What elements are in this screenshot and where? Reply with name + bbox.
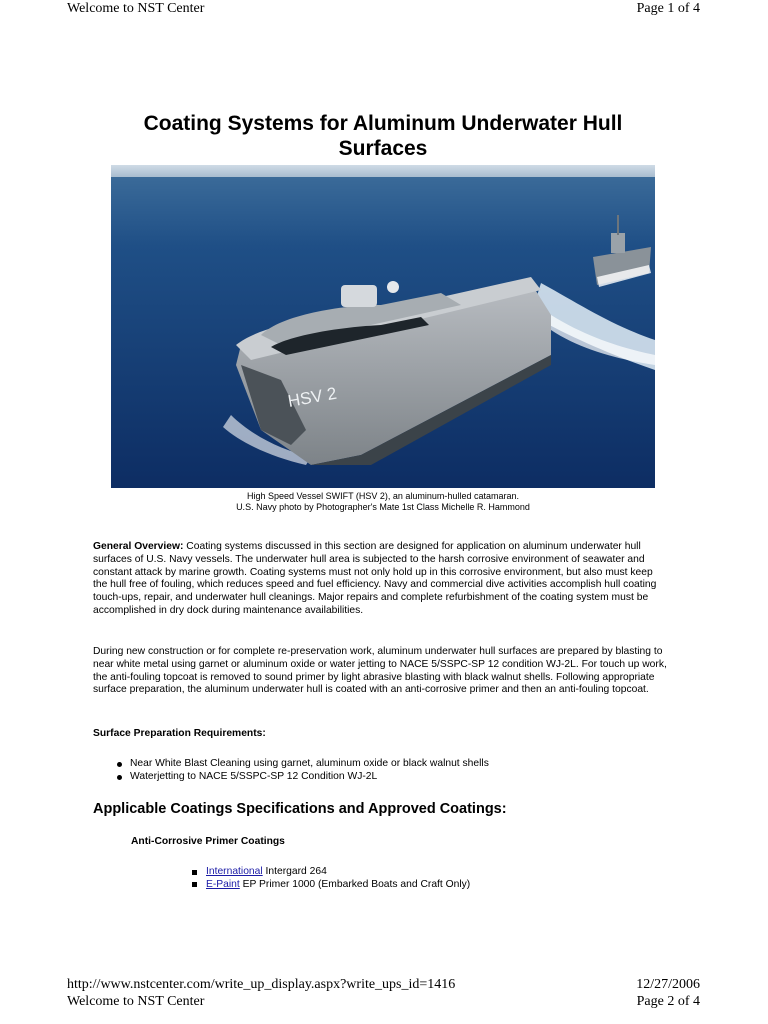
general-overview-label: General Overview:	[93, 541, 184, 552]
specifications-heading: Applicable Coatings Specifications and Approved Coatings:	[93, 801, 507, 817]
list-item	[191, 879, 470, 892]
general-overview-paragraph	[93, 541, 668, 618]
primer-coatings-list	[191, 866, 470, 891]
primer-coatings-heading: Anti-Corrosive Primer Coatings	[131, 836, 285, 847]
next-page-header-title: Welcome to NST Center	[67, 994, 205, 1009]
coating-name: Intergard 264	[262, 866, 327, 877]
hull-marking: HSV 2	[286, 383, 339, 411]
page-header-page-number: Page 1 of 4	[636, 1, 700, 16]
list-item: Near White Blast Cleaning using garnet, aluminum oxide or black walnut shells	[115, 758, 489, 771]
surface-prep-list	[115, 758, 489, 783]
list-item	[191, 866, 470, 879]
footer-url: http://www.nstcenter.com/write_up_display.aspx?write_ups_id=1416	[67, 977, 456, 992]
page-header-title: Welcome to NST Center	[67, 1, 205, 16]
e-paint-link[interactable]: E-Paint	[206, 878, 240, 890]
caption-line-1: High Speed Vessel SWIFT (HSV 2), an aluminum-hulled catamaran.	[247, 491, 519, 501]
next-page-number: Page 2 of 4	[636, 994, 700, 1009]
list-item: Waterjetting to NACE 5/SSPC-SP 12 Condition WJ-2L	[115, 771, 489, 784]
surface-prep-heading: Surface Preparation Requirements:	[93, 728, 266, 739]
photo-caption	[111, 491, 655, 513]
footer-date: 12/27/2006	[636, 977, 700, 992]
international-link[interactable]: International	[206, 866, 263, 877]
document-title: Coating Systems for Aluminum Underwater Hull Surfaces	[143, 112, 623, 160]
preparation-paragraph: During new construction or for complete re-preservation work, aluminum underwater hull surfaces are prepared by blasting to near white metal using garnet or aluminum oxide or water jetting to NACE 5/SSPC-SP 12 condition WJ-2L. For touch up work, the anti-fouling topcoat is removed to sound primer by light abrasive blasting with black walnut shells. Following appropriate surface preparation, the aluminum underwater hull is coated with an anti-corrosive primer and then an anti-fouling topcoat.	[93, 646, 667, 696]
coating-name: EP Primer 1000 (Embarked Boats and Craft Only)	[239, 878, 471, 890]
general-overview-text: Coating systems discussed in this section are designed for application on aluminum underwater hull surfaces of U.S. Navy vessels. The underwater hull area is subjected to the harsh corrosive environment of seawater and constant attack by marine growth. Coating systems must not only hold up in this corrosive environment, but also must keep the hull free of fouling, which reduces speed and fuel efficiency. Navy and commercial dive activities accomplish hull coating touch-ups, repair, and underwater hull cleanings. Major repairs and complete refurbishment of the coating system must be accomplished in dry dock during maintenance availabilities.	[93, 541, 657, 616]
ship-photo	[111, 165, 655, 488]
caption-line-2: U.S. Navy photo by Photographer's Mate 1st Class Michelle R. Hammond	[236, 502, 530, 512]
